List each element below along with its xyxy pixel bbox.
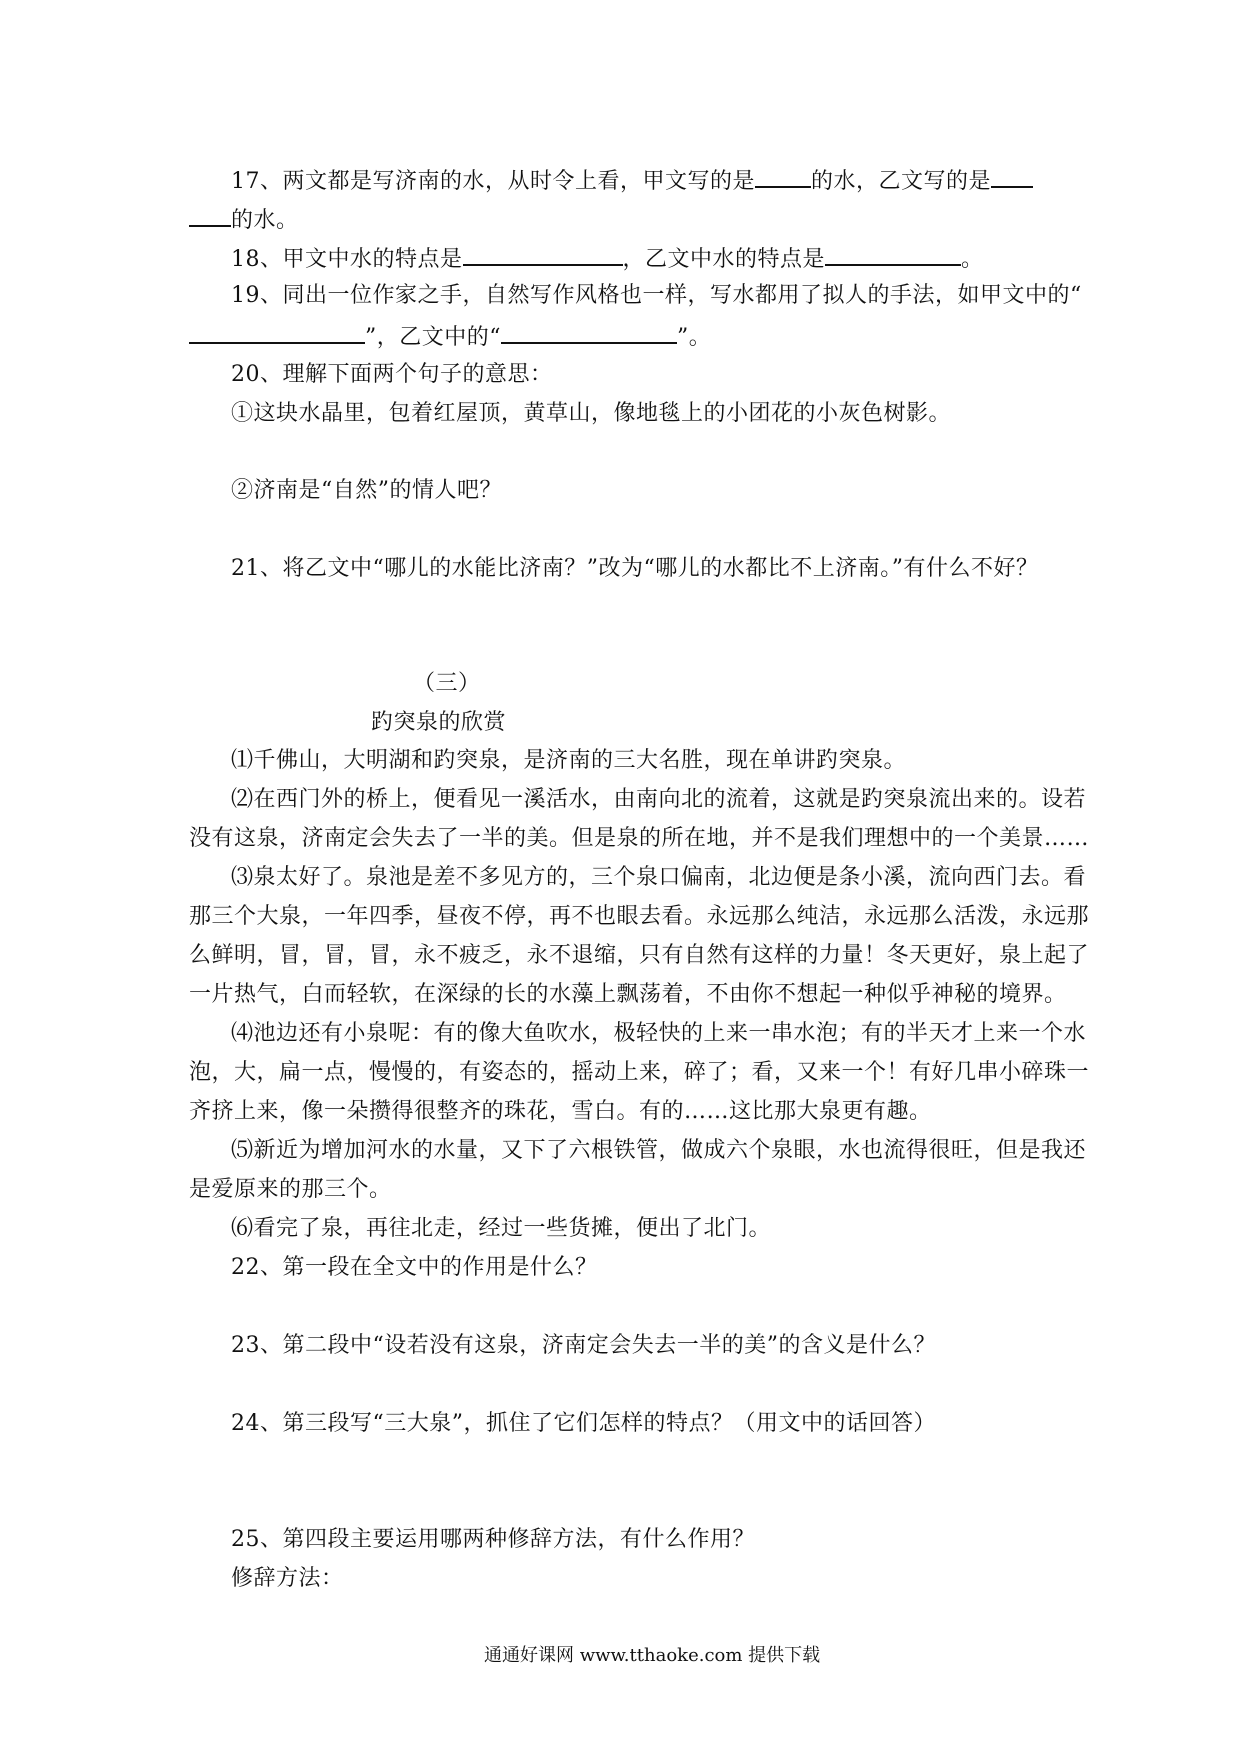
passage-line: 那三个大泉，一年四季，昼夜不停，再不也眼去看。永远那么纯洁，永远那么活泼，永远那 [189,904,1090,929]
passage-line: ⑷池边还有小泉呢：有的像大鱼吹水，极轻快的上来一串水泡；有的半天才上来一个水 [231,1021,1087,1046]
q19-blank-1[interactable] [189,320,365,344]
q19-line2 [189,320,711,353]
question-25: 25、第四段主要运用哪两种修辞方法，有什么作用？ [231,1527,755,1552]
q19-blank-2[interactable] [501,320,677,344]
passage-line: ⑵在西门外的桥上，便看见一溪活水，由南向北的流着，这就是趵突泉流出来的。设若 [231,787,1087,812]
q17-text-b: 的水，乙文写的是 [811,169,992,194]
question-24: 24、第三段写“三大泉”，抓住了它们怎样的特点？（用文中的话回答） [231,1411,936,1436]
q17-line1 [231,164,1033,197]
passage-title: 趵突泉的欣赏 [371,710,507,735]
q21-text: 21、将乙文中“哪儿的水能比济南？”改为“哪儿的水都比不上济南。”有什么不好？ [231,556,1039,581]
q20-sentence-2: ②济南是“自然”的情人吧？ [231,478,502,503]
q17-blank-2b[interactable] [189,203,231,227]
passage-line: 没有这泉，济南定会失去了一半的美。但是泉的所在地，并不是我们理想中的一个美景…… [189,826,1090,851]
q18-text-a: 18、甲文中水的特点是 [231,247,463,272]
q19-text-a: 19、同出一位作家之手，自然写作风格也一样，写水都用了拟人的手法，如甲文中的“ [231,283,1082,308]
q19-text-b: ”，乙文中的“ [365,325,501,350]
passage-line: ⑴千佛山，大明湖和趵突泉，是济南的三大名胜，现在单讲趵突泉。 [231,748,907,773]
question-23: 23、第二段中“设若没有这泉，济南定会失去一半的美”的含义是什么？ [231,1333,936,1358]
q17-blank-2a[interactable] [991,164,1033,188]
passage-line: 泡，大，扁一点，慢慢的，有姿态的，摇动上来，碎了；看，又来一个！有好几串小碎珠一 [189,1060,1090,1085]
section-number: （三） [413,671,481,696]
passage-line: ⑹看完了泉，再往北走，经过一些货摊，便出了北门。 [231,1216,772,1241]
q19-text-c: ”。 [677,325,712,350]
page-footer: 通通好课网 www.tthaoke.com 提供下载 [484,1645,821,1666]
passage-line: 一片热气，白而轻软，在深绿的长的水藻上飘荡着，不由你不想起一种似乎神秘的境界。 [189,982,1067,1007]
passage-line: 么鲜明，冒，冒，冒，永不疲乏，永不退缩，只有自然有这样的力量！冬天更好，泉上起了 [189,943,1090,968]
q17-text-c: 的水。 [231,208,299,233]
q18-text-c: 。 [961,247,984,272]
q20-title: 20、理解下面两个句子的意思： [231,362,553,387]
passage-line: 是爱原来的那三个。 [189,1177,392,1202]
passage-line: ⑶泉太好了。泉池是差不多见方的，三个泉口偏南，北边便是条小溪，流向西门去。看 [231,865,1087,890]
q18-line [231,242,984,275]
q17-text-a: 17、两文都是写济南的水，从时令上看，甲文写的是 [231,169,755,194]
q18-blank-2[interactable] [825,242,961,266]
q18-text-b: ，乙文中水的特点是 [622,247,826,272]
q17-blank-1[interactable] [755,164,811,188]
passage-line: ⑸新近为增加河水的水量，又下了六根铁管，做成六个泉眼，水也流得很旺，但是我还 [231,1138,1087,1163]
question-22: 22、第一段在全文中的作用是什么？ [231,1255,598,1280]
passage-line: 齐挤上来，像一朵攒得很整齐的珠花，雪白。有的……这比那大泉更有趣。 [189,1099,932,1124]
q19-line1 [231,281,1082,311]
q17-line2 [189,203,299,236]
q20-sentence-1: ①这块水晶里，包着红屋顶，黄草山，像地毯上的小团花的小灰色树影。 [231,401,952,426]
rhetoric-label: 修辞方法： [231,1566,344,1591]
q18-blank-1[interactable] [463,242,623,266]
